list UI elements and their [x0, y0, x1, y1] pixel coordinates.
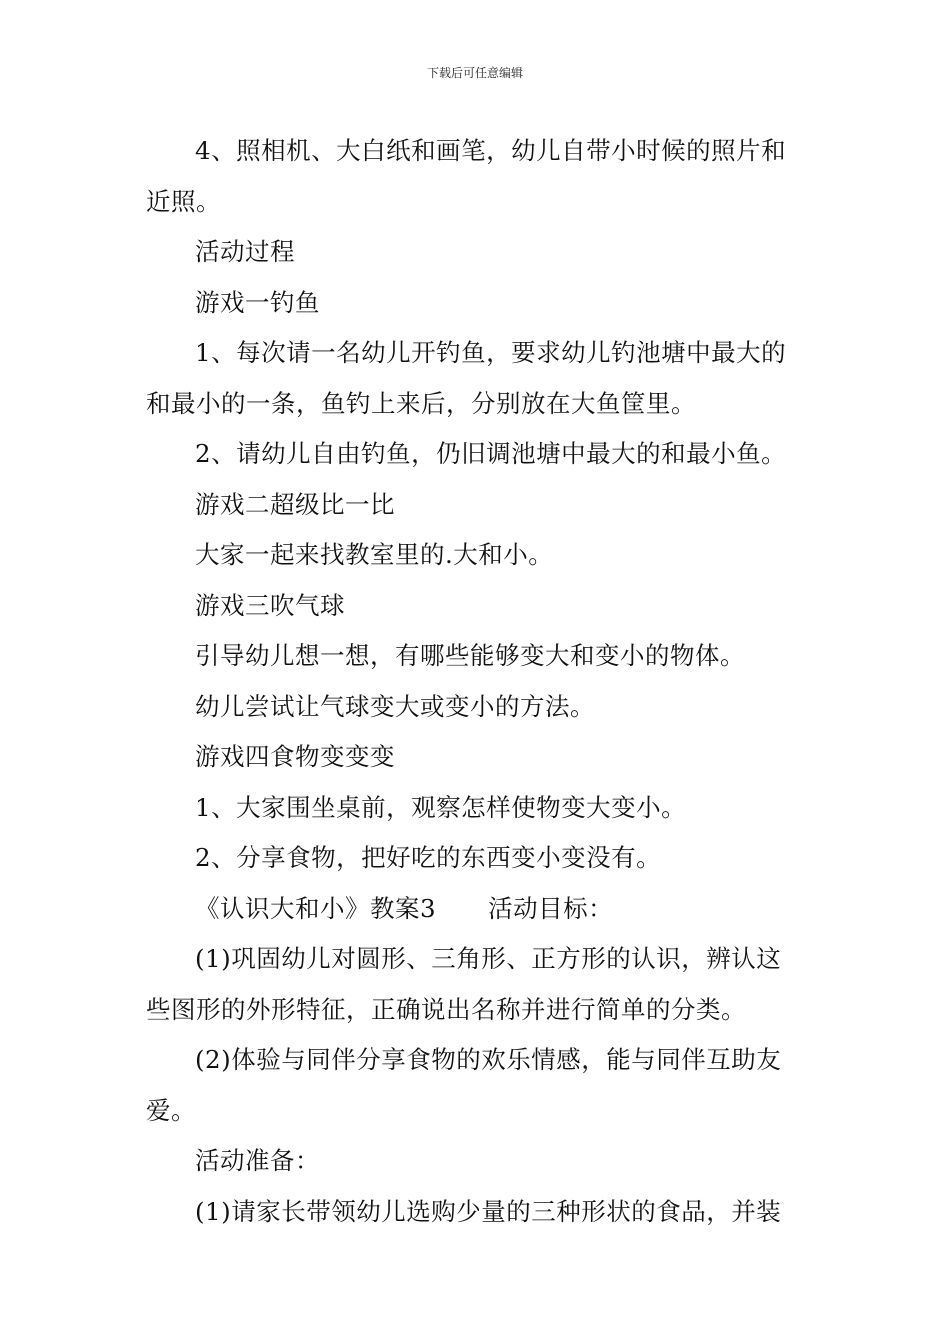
- paragraph: 幼儿尝试让气球变大或变小的方法。: [195, 691, 595, 721]
- paragraph: (1)巩固幼儿对圆形、三角形、正方形的认识，辨认这些图形的外形特征，正确说出名称并进行简单的分类。: [146, 944, 782, 1024]
- goal-heading: 活动目标：: [488, 893, 614, 923]
- paragraph: 1、每次请一名幼儿开钓鱼，要求幼儿钓池塘中最大的和最小的一条，鱼钓上来后，分别放在大鱼筐里。: [146, 338, 787, 418]
- paragraph: (1)请家长带领幼儿选购少量的三种形状的食品，并装: [195, 1196, 782, 1226]
- game-heading: 游戏二超级比一比: [195, 489, 395, 519]
- paragraph: 4、照相机、大白纸和画笔，幼儿自带小时候的照片和近照。: [146, 136, 787, 216]
- paragraph: (2)体验与同伴分享食物的欢乐情感，能与同伴互助友爱。: [146, 1045, 782, 1125]
- section-heading: 活动准备：: [195, 1146, 320, 1175]
- game-heading: 游戏一钓鱼: [195, 287, 320, 317]
- paragraph: 引导幼儿想一想，有哪些能够变大和变小的物体。: [195, 641, 745, 670]
- document-body: [146, 126, 806, 1237]
- lesson-title: 《认识大和小》教案3: [195, 893, 437, 923]
- lesson-title-line: [146, 884, 806, 935]
- paragraph: 2、请幼儿自由钓鱼，仍旧调池塘中最大的和最小鱼。: [195, 439, 787, 468]
- header-note: 下载后可任意编辑: [426, 66, 523, 80]
- paragraph: 2、分享食物，把好吃的东西变小变没有。: [195, 843, 662, 872]
- game-heading: 游戏三吹气球: [195, 590, 345, 620]
- paragraph: 1、大家围坐桌前，观察怎样使物变大变小。: [195, 792, 687, 822]
- paragraph: 大家一起来找教室里的.大和小。: [195, 540, 554, 569]
- section-heading: 活动过程: [195, 237, 295, 266]
- game-heading: 游戏四食物变变变: [195, 742, 395, 771]
